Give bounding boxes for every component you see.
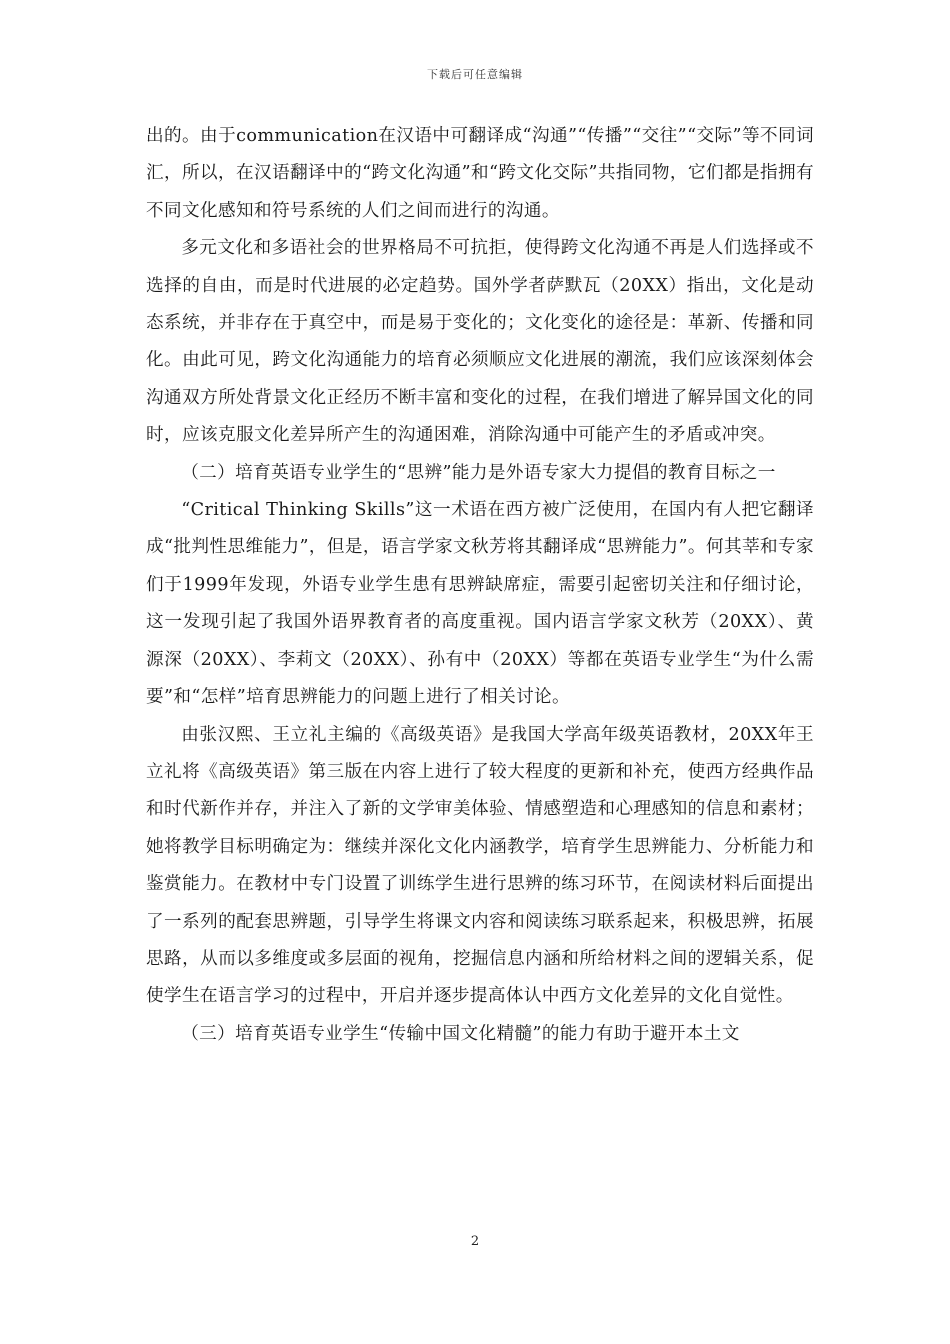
section-heading-chinese-culture: （三）培育英语专业学生“传输中国文化精髓”的能力有助于避开本土文 [181,1023,740,1044]
paragraph-critical-thinking: “Critical Thinking Skills”这一术语在西方被广泛使用，在国内有人把它翻译成“批判性思维能力”，但是，语言学家文秋芳将其翻译成“思辨能力”。何其莘和专家们于1999年发现，外语专业学生患有思辨缺席症，需要引起密切关注和仔细讨论，这一发现引起了我国外语界教育者的高度重视。国内语言学家文秋芳（20XX）、黄源深（20XX）、李莉文（20XX）、孙有中（20XX）等都在英语专业学生“为什么需要”和“怎样”培育思辨能力的问题上进行了相关讨论。 [146,500,814,708]
paragraph-multicultural: 多元文化和多语社会的世界格局不可抗拒，使得跨文化沟通不再是人们选择或不选择的自由，而是时代进展的必定趋势。国外学者萨默瓦（20XX）指出，文化是动态系统，并非存在于真空中，而是易于变化的；文化变化的途径是：革新、传播和同化。由此可见，跨文化沟通能力的培育必须顺应文化进展的潮流，我们应该深刻体会沟通双方所处背景文化正经历不断丰富和变化的过程，在我们增进了解异国文化的同时，应该克服文化差异所产生的沟通困难，消除沟通中可能产生的矛盾或冲突。 [146,238,814,446]
section-heading-critical-thinking: （二）培育英语专业学生的“思辨”能力是外语专家大力提倡的教育目标之一 [181,462,776,483]
paragraph-advanced-english: 由张汉熙、王立礼主编的《高级英语》是我国大学高年级英语教材，20XX年王立礼将《高级英语》第三版在内容上进行了较大程度的更新和补充，使西方经典作品和时代新作并存，并注入了新的文学审美体验、情感塑造和心理感知的信息和素材；她将教学目标明确定为：继续并深化文化内涵教学，培育学生思辨能力、分析能力和鉴赏能力。在教材中专门设置了训练学生进行思辨的练习环节，在阅读材料后面提出了一系列的配套思辨题，引导学生将课文内容和阅读练习联系起来，积极思辨，拓展思路，从而以多维度或多层面的视角，挖掘信息内涵和所给材料之间的逻辑关系，促使学生在语言学习的过程中，开启并逐步提高体认中西方文化差异的文化自觉性。 [146,724,814,1007]
page-header: 下载后可任意编辑 [427,68,523,81]
paragraph-continuation: 出的。由于communication在汉语中可翻译成“沟通”“传播”“交往”“交际”等不同词汇，所以，在汉语翻译中的“跨文化沟通”和“跨文化交际”共指同物，它们都是指拥有不同文化感知和符号系统的人们之间而进行的沟通。 [146,126,814,221]
page-number: 2 [470,1234,480,1249]
document-body [146,118,814,1053]
